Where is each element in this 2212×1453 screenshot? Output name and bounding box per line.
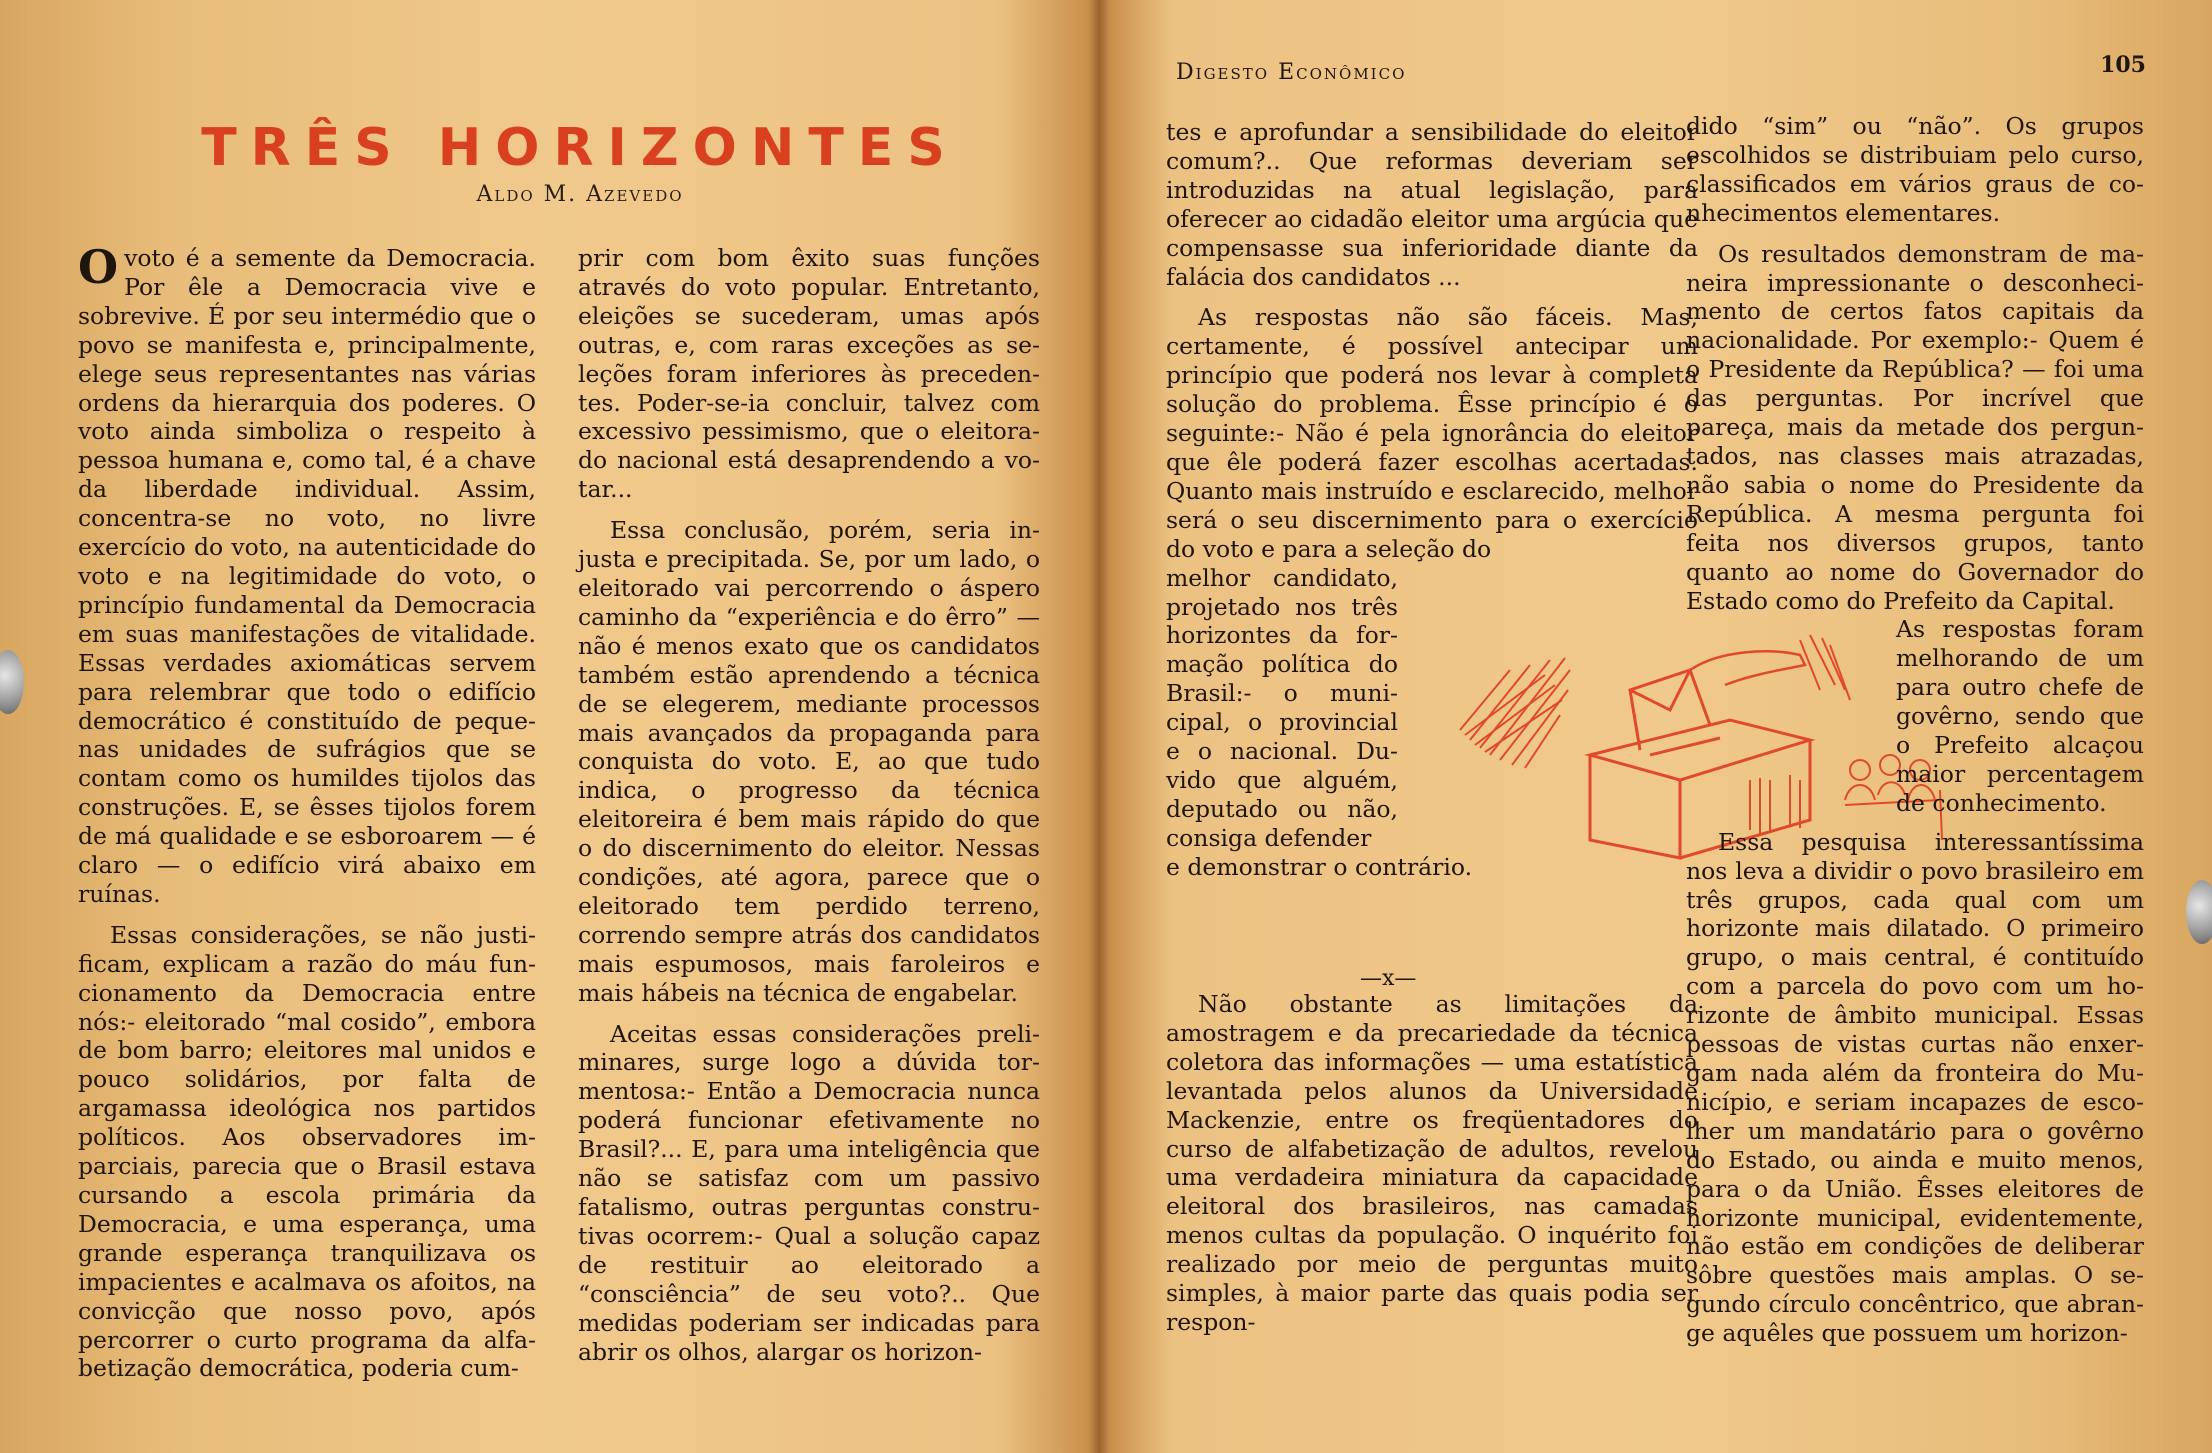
paragraph: Essa pesquisa interessantíssima nos leva a dividir o povo brasileiro em três grupos, cada qual com um horizonte mais dilatado. O primeiro grupo, o mais central, é contituído com a parcela do povo com um horizonte de âmbito municipal. Essas pessoas de vistas curtas não enxergam nada além da fronteira do Município, e seriam incapazes de escolher um mandatário para o govêrno do Estado, ou ainda e muito menos, para o da União. Êsses eleitores de horizonte municipal, evidentemente, não estão em condições de deliberar sôbre questões mais amplas. O segundo círculo concêntrico, que abrange aquêles que possuem um horizon-	[1686, 827, 2144, 1348]
paragraph-narrow-wrap: As respostas foram melhorando de um para outro chefe de govêrno, sendo que o Prefeito alcaçou maior percentagem de conhecimento.	[1896, 615, 2144, 817]
section-separator: —x—	[1360, 966, 1417, 991]
paragraph	[78, 240, 536, 909]
paragraph: Não obstante as limitações da amostragem e da precariedade da técnica coletora das informações — uma estatística levantada pelos alunos da Universidade Mackenzie, entre os freqüentadores do curso de alfabetização de adultos, revelou uma verdadeira miniatura da capacidade eleitoral dos brasileiros, nas camadas menos cultas da população. O inquérito foi realizado por meio de perguntas muito simples, à maior parte das quais podia ser respon-	[1166, 990, 1698, 1336]
paragraph: Essas considerações, se não justificam, explicam a razão do máu funcionamento da Democracia entre nós:- eleitorado “mal cosido”, embora de bom barro; eleitores mal unidos e pouco solidários, por falta de argamassa ideológica nos partidos políticos. Aos observadores imparciais, parecia que o Brasil estava cursando a escola primária da Democracia, e uma esperança, uma grande esperança tranquilizava os impacientes e acalmava os afoitos, na convicção que nosso povo, após percorrer o curto programa da alfabetização democrática, poderia cum-	[78, 920, 536, 1383]
paragraph-narrow-wrap: melhor candidato, projetado nos três horizontes da formação política do Brasil:- o municipal, o provincial e o nacional. Duvido que alguém, deputado ou não, consiga defender	[1166, 563, 1398, 852]
paragraph-text: voto é a semente da Democracia. Por êle a Democracia vive e sobrevive. É por seu intermédio que o povo se manifesta e, principalmente, elege seus representantes nas várias ordens da hierarquia dos poderes. O voto ainda simboliza o respeito à pessoa humana e, como tal, é a chave da liberdade individual. Assim, concentra-se no voto, no livre exercício do voto, na autenticidade do voto e na legitimidade do voto, o princípio fundamental da Democracia em suas manifestações de vitalidade. Essas verdades axiomáticas servem para relembrar que todo o edifício democrático é constituído de pequenas unidades de sufrágios que se contam como os humildes tijolos das construções. E, se êsses tijolos forem de má qualidade e se esboroarem — é claro — o edifício virá abaixo em ruínas.	[78, 244, 536, 908]
article-title: TRÊS HORIZONTES	[201, 118, 959, 178]
right-page-column-1-lower	[1166, 990, 1698, 1349]
running-head: Digesto Econômico	[1176, 60, 1407, 85]
page-number: 105	[2100, 52, 2146, 78]
paragraph: As respostas não são fáceis. Mas, certamente, é possível antecipar um princípio que poderá nos levar à completa solução do problema. Êsse princípio é o seguinte:- Não é pela ignorância do eleitor que êle poderá fazer escolhas acertadas. Quanto mais instruído e esclarecido, melhor será o seu discernimento para o exercício do voto e para a seleção do	[1166, 303, 1698, 563]
right-page-column-2	[1686, 112, 2144, 1360]
paragraph: dido “sim” ou “não”. Os grupos escolhidos se distribuiam pelo curso, classificados em vários graus de conhecimentos elementares.	[1686, 112, 2144, 227]
drop-cap: O	[78, 240, 119, 294]
crowd-hatching-left	[1460, 658, 1570, 768]
paragraph: prir com bom êxito suas funções através do voto popular. Entretanto, eleições se sucederam, umas após outras, e, com raras exceções as seleções foram inferiores às precedentes. Poder-se-ia concluir, talvez com excessivo pessimismo, que o eleitorado nacional está desaprendendo a votar...	[578, 244, 1040, 504]
paragraph: Os resultados demonstram de maneira impressionante o desconhecimento de certos fatos capitais da nacionalidade. Por exemplo:- Quem é o Presidente da República? — foi uma das perguntas. Por incrível que pareça, mais da metade dos perguntados, nas classes mais atrazadas, não sabia o nome do Presidente da República. A mesma pergunta foi feita nos diversos grupos, tanto quanto ao nome do Governador do Estado como do Prefeito da Capital.	[1686, 239, 2144, 615]
paragraph: tes e aprofundar a sensibilidade do eleitor comum?.. Que reformas deveriam ser introduzidas na atual legislação, para oferecer ao cidadão eleitor uma argúcia que compensasse sua inferioridade diante da falácia dos candidatos ...	[1166, 118, 1698, 291]
article-author: Aldo M. Azevedo	[476, 182, 684, 207]
right-page	[1110, 0, 2212, 1453]
paragraph-tail: e demonstrar o contrário.	[1166, 852, 1473, 881]
paragraph: Aceitas essas considerações preliminares, surge logo a dúvida tormentosa:- Então a Democracia nunca poderá funcionar efetivamente no Brasil?... E, para uma inteligência que não se satisfaz com um passivo fatalismo, outras perguntas construtivas ocorrem:- Qual a solução capaz de restituir ao eleitorado a “consciência” de seu voto?.. Que medidas poderiam ser indicadas para abrir os olhos, alargar os horizon-	[578, 1019, 1040, 1366]
left-page	[0, 0, 1100, 1453]
left-page-column-1	[78, 240, 536, 1395]
paragraph: Essa conclusão, porém, seria injusta e precipitada. Se, por um lado, o eleitorado vai percorrendo o áspero caminho da “experiência e do êrro” — não é menos exato que os candidatos também estão aprendendo a técnica de se elegerem, mediante processos mais avançados da propaganda para conquista do voto. E, ao que tudo indica, o progresso da técnica eleitoreira é bem mais rápido do que o do discernimento do eleitor. Nessas condições, até agora, parece que o eleitorado tem perdido terreno, correndo sempre atrás dos candidatos mais espumosos, mais faroleiros e mais hábeis na técnica de engabelar.	[578, 516, 1040, 1007]
left-page-column-2	[578, 244, 1040, 1378]
